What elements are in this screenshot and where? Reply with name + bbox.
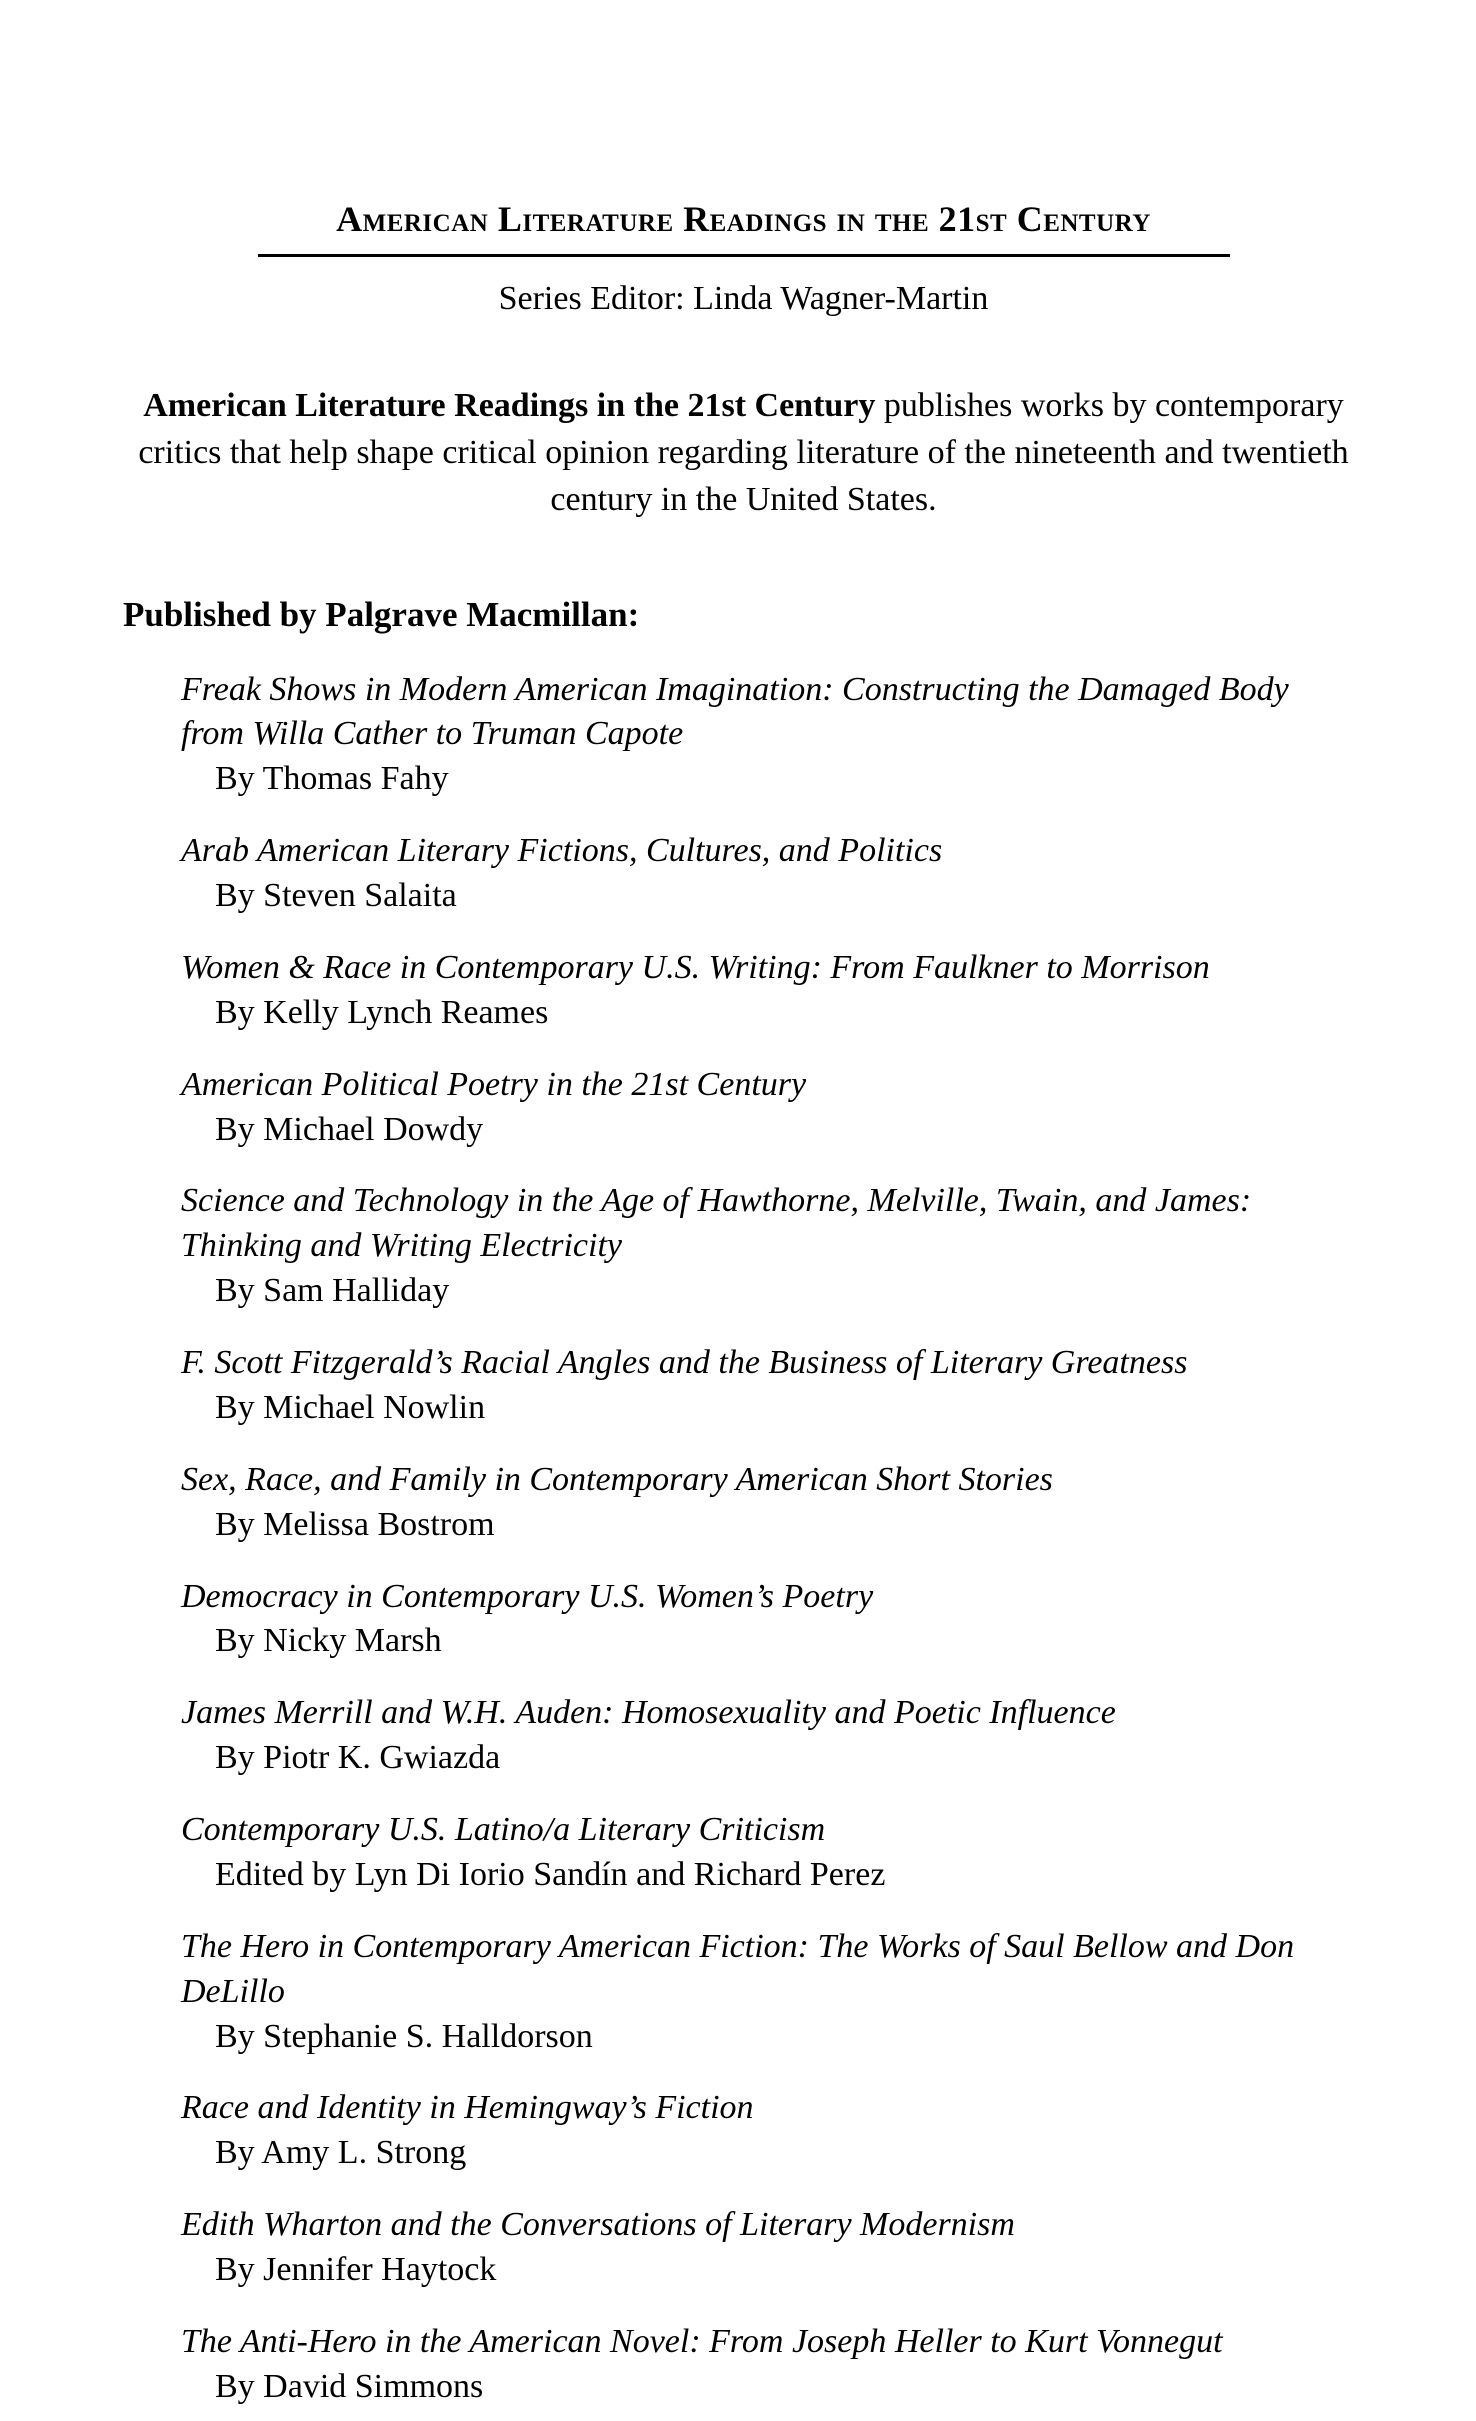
book-entry <box>181 668 1364 803</box>
book-title: Arab American Literary Fictions, Cultures, and Politics <box>181 832 943 870</box>
book-title: F. Scott Fitzgerald’s Racial Angles and the Business of Literary Greatness <box>181 1344 1188 1381</box>
book-entry <box>181 946 1364 1036</box>
intro-text: publishes works by contemporary critics that help shape critical opinion regarding literature of the nineteenth and twentieth century in the United States. <box>138 386 1349 518</box>
published-by-heading: Published by Palgrave Macmillan: <box>123 594 640 634</box>
book-byline: By Jennifer Haytock <box>215 2251 497 2288</box>
book-byline: Edited by Lyn Di Iorio Sandín and Richard Perez <box>215 1855 886 1893</box>
book-byline: By Steven Salaita <box>215 877 457 914</box>
book-title: Democracy in Contemporary U.S. Women’s Poetry <box>181 1577 874 1615</box>
intro-series-name: American Literature Readings in the 21st Century <box>143 386 876 424</box>
book-byline: By Michael Dowdy <box>215 1110 484 1148</box>
book-byline: By Piotr K. Gwiazda <box>215 1739 501 1777</box>
book-title: Women & Race in Contemporary U.S. Writing: From Faulkner to Morrison <box>181 948 1210 986</box>
book-entry <box>181 1691 1364 1781</box>
series-title: American Literature Readings in the 21st Century <box>336 199 1151 239</box>
book-title: Edith Wharton and the Conversations of Literary Modernism <box>181 2206 1015 2244</box>
book-title: James Merrill and W.H. Auden: Homosexuality and Poetic Influence <box>181 1694 1116 1732</box>
book-title: Race and Identity in Hemingway’s Fiction <box>181 2089 754 2127</box>
book-entry <box>181 2320 1364 2410</box>
book-byline: By David Simmons <box>215 2367 484 2405</box>
book-entry <box>181 2203 1364 2293</box>
book-byline: By Michael Nowlin <box>215 1388 486 1426</box>
book-entry <box>181 1179 1364 1314</box>
intro-paragraph <box>123 383 1364 524</box>
book-list <box>123 668 1364 2410</box>
book-byline: By Stephanie S. Halldorson <box>215 2017 593 2055</box>
book-title: The Hero in Contemporary American Fiction: The Works of Saul Bellow and Don DeLillo <box>181 1927 1295 2010</box>
book-title: Contemporary U.S. Latino/a Literary Criticism <box>181 1811 826 1848</box>
book-byline: By Melissa Bostrom <box>215 1505 495 1543</box>
book-byline: By Amy L. Strong <box>215 2134 467 2172</box>
series-editor-line: Series Editor: Linda Wagner-Martin <box>498 279 989 317</box>
book-title: Science and Technology in the Age of Hawthorne, Melville, Twain, and James: Thinking and Writing Electricity <box>181 1182 1252 1265</box>
book-title: The Anti-Hero in the American Novel: From Joseph Heller to Kurt Vonnegut <box>181 2322 1223 2360</box>
book-entry <box>181 1063 1364 1153</box>
book-byline: By Kelly Lynch Reames <box>215 993 549 1031</box>
title-rule-divider <box>258 254 1230 257</box>
book-byline: By Thomas Fahy <box>215 760 449 798</box>
book-entry <box>181 1341 1364 1431</box>
book-byline: By Nicky Marsh <box>215 1622 442 1660</box>
book-title: Freak Shows in Modern American Imagination: Constructing the Damaged Body from Willa Cather to Truman Capote <box>181 670 1289 753</box>
book-byline: By Sam Halliday <box>215 1272 450 1310</box>
book-entry <box>181 1925 1364 2060</box>
book-entry <box>181 1808 1364 1898</box>
book-entry <box>181 1575 1364 1665</box>
book-title: American Political Poetry in the 21st Century <box>181 1065 807 1103</box>
book-title: Sex, Race, and Family in Contemporary American Short Stories <box>181 1460 1053 1498</box>
book-entry <box>181 1458 1364 1548</box>
book-entry <box>181 2086 1364 2176</box>
book-entry <box>181 829 1364 919</box>
